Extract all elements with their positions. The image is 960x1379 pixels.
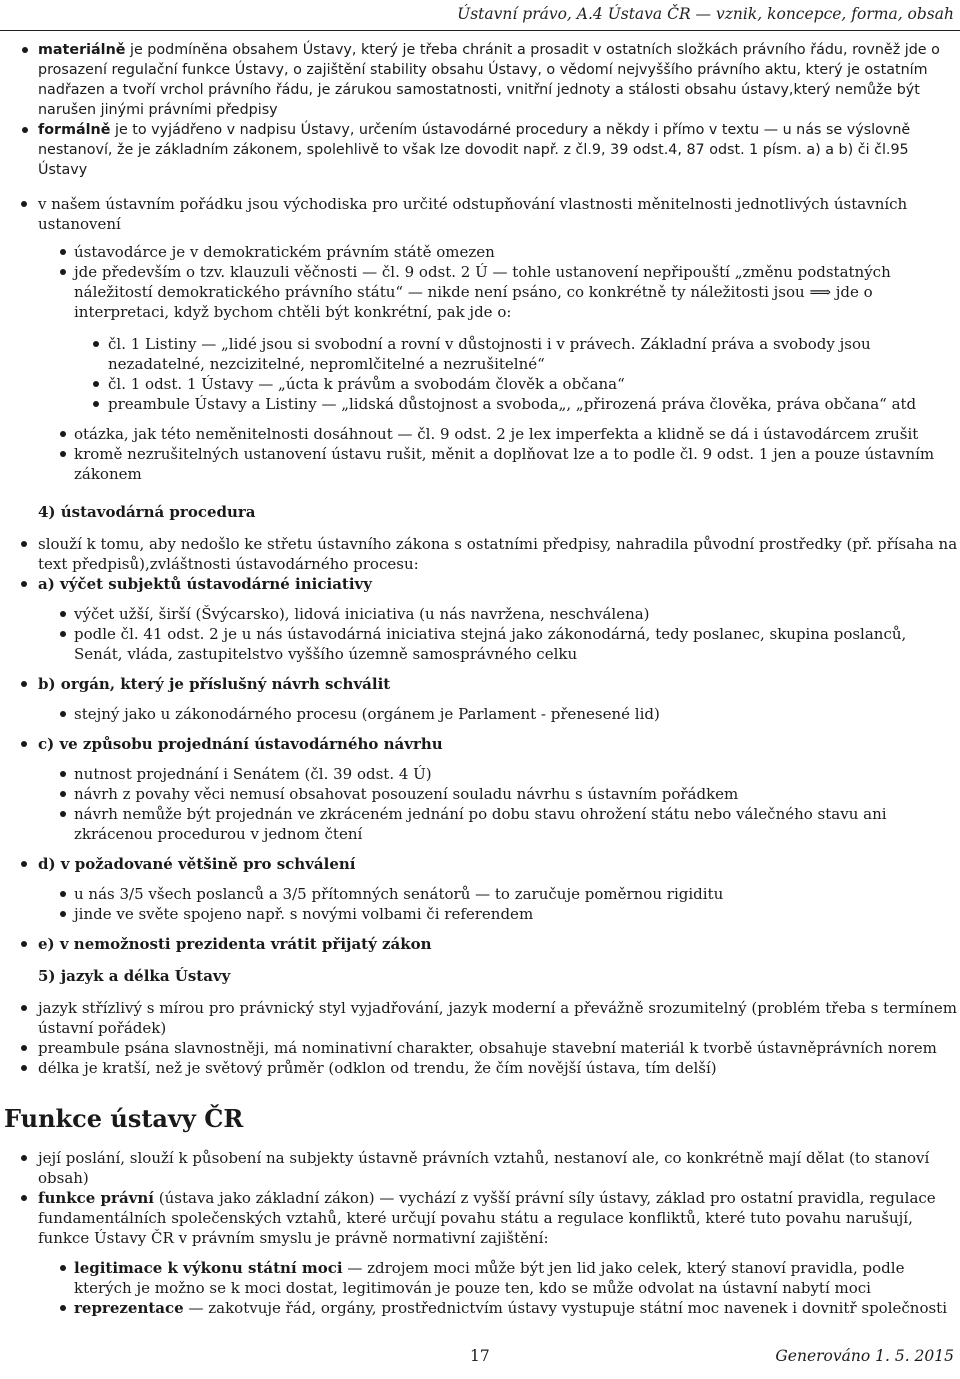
list-item (38, 784, 960, 804)
item-text: stejný jako u zákonodárného procesu (orgánem je Parlament - přenesené lid) (74, 705, 660, 723)
list-item (38, 884, 960, 904)
item-text: čl. 1 odst. 1 Ústavy — „úcta k právům a svobodám člověk a občana“ (108, 375, 625, 393)
item-text: jde především o tzv. klauzuli věčnosti — čl. 9 odst. 2 Ú — tohle ustanovení nepřipouští „změnu podstatných náležitostí demokratického právního státu“ — nikde není psáno, co konkrétně ty náležitosti jsou ⟹ jde o interpretaci, když bychom chtěli být konkrétní, pak jde o: (74, 263, 891, 321)
changeability-sublist-2 (38, 424, 960, 484)
item-text: jinde ve světe spojeno např. s novými volbami či referendem (74, 905, 534, 923)
procedure-list-d (0, 854, 960, 874)
list-item (0, 40, 960, 120)
list-item (38, 704, 960, 724)
bold-term: reprezentace (74, 1299, 184, 1317)
page-number: 17 (470, 1347, 490, 1365)
list-item (38, 1258, 960, 1298)
item-text: e) v nemožnosti prezidenta vrátit přijatý zákon (38, 935, 432, 953)
list-item (38, 444, 960, 484)
list-item (0, 574, 960, 594)
section-heading: 5) jazyk a délka Ústavy (38, 967, 231, 985)
procedure-list (0, 534, 960, 594)
list-item (72, 374, 960, 394)
list-item (38, 262, 960, 322)
item-text: délka je kratší, než je světový průměr (odklon od trendu, že čím novější ústava, tím delší) (38, 1059, 717, 1077)
list-item (0, 1188, 960, 1248)
bold-term: materiálně (38, 42, 126, 58)
list-item (38, 904, 960, 924)
procedure-list-e (0, 934, 960, 954)
list-item (0, 1148, 960, 1188)
list-item (38, 804, 960, 844)
item-text: otázka, jak této neměnitelnosti dosáhnout — čl. 9 odst. 2 je lex imperfekta a klidně se dá i ústavodárcem zrušit (74, 425, 919, 443)
section-heading: 4) ústavodárná procedura (38, 503, 256, 521)
item-text: výčet užší, širší (Švýcarsko), lidová iniciativa (u nás navržena, neschválena) (74, 605, 650, 623)
header-rule (0, 30, 960, 31)
procedure-list-b (0, 674, 960, 694)
item-text: b) orgán, který je příslušný návrh schválit (38, 675, 391, 693)
item-text: ústavodárce je v demokratickém právním státě omezen (74, 243, 495, 261)
procedure-list-c (0, 734, 960, 754)
sublist-d (38, 884, 960, 924)
funkce-heading: Funkce ústavy ČR (4, 1104, 244, 1133)
list-item (0, 194, 960, 234)
item-text: preambule Ústavy a Listiny — „lidská důstojnost a svoboda„, „přirozená práva člověka, práva občana“ atd (108, 395, 917, 413)
eternity-clause-list (72, 334, 960, 414)
item-text: návrh nemůže být projednán ve zkráceném jednání po dobu stavu ohrožení státu nebo válečného stavu ani zkrácenou procedurou v jednom čtení (74, 805, 887, 843)
funkce-list (0, 1148, 960, 1248)
item-text: je to vyjádřeno v nadpisu Ústavy, určením ústavodárné procedury a někdy i přímo v textu — u nás se výslovně nestanoví, že je základním zákonem, spolehlivě to však lze dovodit např. z čl.9, 39 odst.4, 87 odst. 1 písm. a) a b) či čl.95 Ústavy (38, 122, 911, 178)
list-item (72, 394, 960, 414)
page-footer (0, 1346, 960, 1370)
item-text: a) výčet subjektů ústavodárné iniciativy (38, 575, 372, 593)
changeability-list (0, 194, 960, 234)
item-text: — zdrojem moci může být jen lid jako celek, který stanoví pravidla, podle kterých je možno se k moci dostat, legitimován je pouze ten, kdo se může odvolat na ústavní nabytí moci (74, 1259, 905, 1297)
list-item (0, 120, 960, 180)
list-item (0, 934, 960, 954)
sublist-b (38, 704, 960, 724)
changeability-sublist (38, 242, 960, 322)
list-item (38, 624, 960, 664)
generated-date: Generováno 1. 5. 2015 (775, 1347, 954, 1365)
item-text: jazyk střízlivý s mírou pro právnický styl vyjadřování, jazyk moderní a převážně srozumitelný (problém třeba s termínem ústavní pořádek) (38, 999, 957, 1037)
list-item (0, 734, 960, 754)
materialne-formalne-list (0, 40, 960, 180)
item-text: návrh z povahy věci nemusí obsahovat posouzení souladu návrhu s ústavním pořádkem (74, 785, 739, 803)
item-text: nutnost projednání i Senátem (čl. 39 odst. 4 Ú) (74, 765, 432, 783)
item-text: kromě nezrušitelných ustanovení ústavu rušit, měnit a doplňovat lze a to podle čl. 9 odst. 1 jen a pouze ústavním zákonem (74, 445, 935, 483)
list-item (0, 854, 960, 874)
list-item (0, 1058, 960, 1078)
list-item (72, 334, 960, 374)
list-item (0, 534, 960, 574)
list-item (0, 998, 960, 1038)
language-list (0, 998, 960, 1078)
list-item (38, 242, 960, 262)
page-content (0, 40, 960, 1318)
list-item (38, 764, 960, 784)
item-text: slouží k tomu, aby nedošlo ke střetu ústavního zákona s ostatními předpisy, nahradila původní prostředky (př. přísaha na text předpisů),zvláštnosti ústavodárného procesu: (38, 535, 958, 573)
list-item (38, 424, 960, 444)
item-text: její poslání, slouží k působení na subjekty ústavně právních vztahů, nestanoví ale, co konkrétně mají dělat (to stanoví obsah) (38, 1149, 930, 1187)
item-text: je podmíněna obsahem Ústavy, který je třeba chránit a prosadit v ostatních složkách právního řádu, rovněž jde o prosazení regulační funkce Ústavy, o zajištění stability obsahu Ústavy, o vědomí nejvyššího právního aktu, který je ostatním nadřazen a tvoří vrchol právního řádu, je zárukou samostatnosti, vnitřní jednoty a stálosti obsahu ústavy,který nemůže být narušen jinými právními předpisy (38, 42, 940, 118)
item-text: v našem ústavním pořádku jsou východiska pro určité odstupňování vlastnosti měnitelnosti jednotlivých ústavních ustanovení (38, 195, 908, 233)
list-item (0, 1038, 960, 1058)
funkce-sublist (38, 1258, 960, 1318)
running-header: Ústavní právo, A.4 Ústava ČR — vznik, koncepce, forma, obsah (457, 5, 954, 23)
item-text: (ústava jako základní zákon) — vychází z vyšší právní síly ústavy, základ pro ostatní pravidla, regulace fundamentálních společenských vztahů, které určují povahu státu a regulace konfliktů, které tuto povahu narušují, funkce Ústavy ČR v právním smyslu je právně normativní zajištění: (38, 1189, 936, 1247)
sublist-c (38, 764, 960, 844)
item-text: c) ve způsobu projednání ústavodárného návrhu (38, 735, 443, 753)
item-text: čl. 1 Listiny — „lidé jsou si svobodní a rovní v důstojnosti i v právech. Základní práva a svobody jsou nezadatelné, nezcizitelné, nepromlčitelné a nezrušitelné“ (108, 335, 871, 373)
bold-term: formálně (38, 122, 111, 138)
item-text: d) v požadované většině pro schválení (38, 855, 356, 873)
bold-term: funkce právní (38, 1189, 154, 1207)
item-text: u nás 3/5 všech poslanců a 3/5 přítomných senátorů — to zaručuje poměrnou rigiditu (74, 885, 724, 903)
item-text: podle čl. 41 odst. 2 je u nás ústavodárná iniciativa stejná jako zákonodárná, tedy poslanec, skupina poslanců, Senát, vláda, zastupitelstvo vyššího územně samosprávného celku (74, 625, 907, 663)
list-item (38, 604, 960, 624)
list-item (38, 1298, 960, 1318)
item-text: preambule psána slavnostněji, má nominativní charakter, obsahuje stavební materiál k tvorbě ústavněprávních norem (38, 1039, 937, 1057)
sublist-a (38, 604, 960, 664)
item-text: — zakotvuje řád, orgány, prostřednictvím ústavy vystupuje státní moc navenek i dovnitř společnosti (183, 1299, 948, 1317)
list-item (0, 674, 960, 694)
bold-term: legitimace k výkonu státní moci (74, 1259, 343, 1277)
